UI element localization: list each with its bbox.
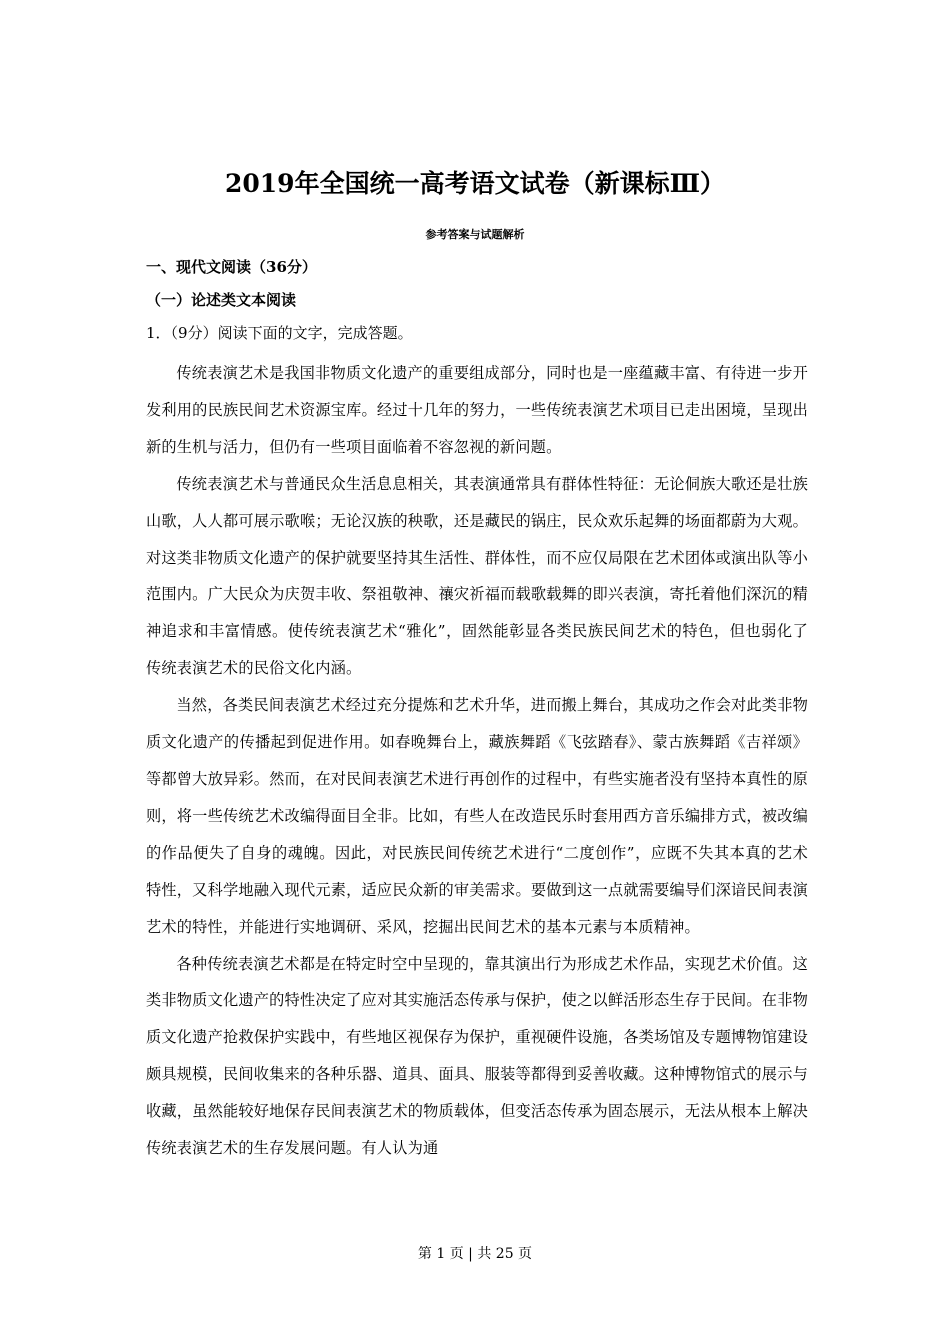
passage-paragraph: 当然，各类民间表演艺术经过充分提炼和艺术升华，进而搬上舞台，其成功之作会对此类非物质文化遗产的传播起到促进作用。如春晚舞台上，藏族舞蹈《飞弦踏春》、蒙古族舞蹈《吉祥颂》等都曾大放异彩。然而，在对民间表演艺术进行再创作的过程中，有些实施者没有坚持本真性的原则，将一些传统艺术改编得面目全非。比如，有些人在改造民乐时套用西方音乐编排方式，被改编的作品便失了自身的魂魄。因此，对民族民间传统艺术进行“二度创作”，应既不失其本真的艺术特性，又科学地融入现代元素，适应民众新的审美需求。要做到这一点就需要编导们深谙民间表演艺术的特性，并能进行实地调研、采风，挖掘出民间艺术的基本元素与本质精神。 [146,696,808,936]
passage-paragraph: 传统表演艺术与普通民众生活息息相关，其表演通常具有群体性特征：无论侗族大歌还是壮族山歌，人人都可展示歌喉；无论汉族的秧歌，还是藏民的锅庄，民众欢乐起舞的场面都蔚为大观。对这类非物质文化遗产的保护就要坚持其生活性、群体性，而不应仅局限在艺术团体或演出队等小范围内。广大民众为庆贺丰收、祭祖敬神、禳灾祈福而载歌载舞的即兴表演，寄托着他们深沉的精神追求和丰富情感。使传统表演艺术“雅化”，固然能彰显各类民族民间艺术的特色，但也弱化了传统表演艺术的民俗文化内涵。 [146,474,808,678]
section-heading: 一、现代文阅读（36分） [146,258,317,276]
passage-paragraph: 传统表演艺术是我国非物质文化遗产的重要组成部分，同时也是一座蕴藏丰富、有待进一步开发利用的民族民间艺术资源宝库。经过十几年的努力，一些传统表演艺术项目已走出困境，呈现出新的生机与活力，但仍有一些项目面临着不容忽视的新问题。 [146,364,808,456]
exam-title: 2019年全国统一高考语文试卷（新课标Ⅲ） [224,169,726,198]
subsection-heading: （一）论述类文本阅读 [146,291,297,309]
passage-paragraph: 各种传统表演艺术都是在特定时空中呈现的，靠其演出行为形成艺术作品，实现艺术价值。这类非物质文化遗产的特性决定了应对其实施活态传承与保护，使之以鲜活形态生存于民间。在非物质文化遗产抢救保护实践中，有些地区视保存为保护，重视硬件设施，各类场馆及专题博物馆建设颇具规模，民间收集来的各种乐器、道具、面具、服装等都得到妥善收藏。这种博物馆式的展示与收藏，虽然能较好地保存民间表演艺术的物质载体，但变活态传承为固态展示，无法从根本上解决传统表演艺术的生存发展问题。有人认为通 [146,954,808,1158]
reading-passage [146,355,808,1167]
question-prompt: 1．（9分）阅读下面的文字，完成答题。 [146,324,413,342]
exam-subtitle: 参考答案与试题解析 [425,228,525,241]
page-footer: 第 1 页 | 共 25 页 [417,1246,533,1262]
